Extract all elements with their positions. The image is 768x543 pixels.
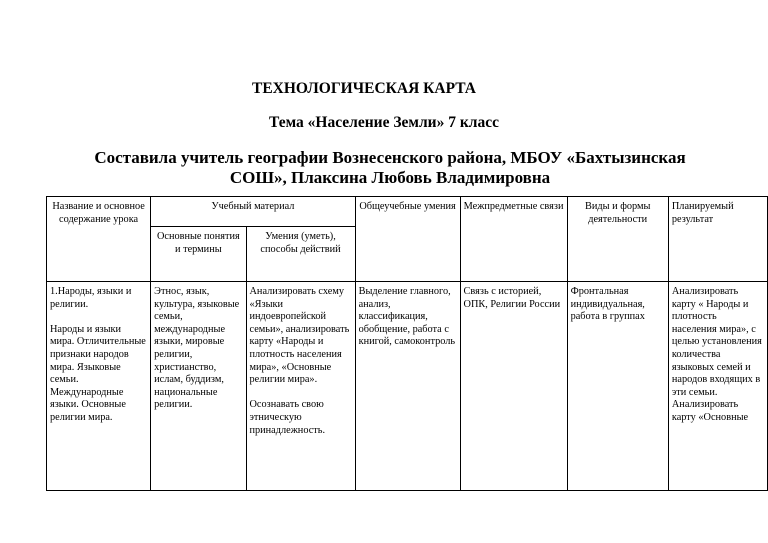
cell-interdisciplinary: Связь с историей, ОПК, Религии России bbox=[460, 282, 567, 491]
skills-analysis: Анализировать схему «Языки индоевропейской семьи», анализировать карту «Народы и плотность населения мира», «Основные религии мира». bbox=[249, 286, 350, 386]
header-lesson: Название и основное содержание урока bbox=[47, 197, 151, 282]
skills-awareness: Осознавать свою этническую принадлежность. bbox=[249, 399, 326, 436]
header-material: Учебный материал bbox=[151, 197, 355, 227]
lesson-content: Народы и языки мира. Отличительные признаки народов мира. Языковые семьи. Международные языки. Основные религии мира. bbox=[50, 323, 146, 423]
header-activity: Виды и формы деятельности bbox=[567, 197, 668, 282]
document-title: ТЕХНОЛОГИЧЕСКАЯ КАРТА bbox=[252, 80, 476, 97]
cell-result: Анализировать карту « Народы и плотность населения мира», с целью установления количества языковых семей и народов входящих в эти семьи. Анализировать карту «Основные bbox=[668, 282, 767, 491]
header-interdisciplinary: Межпредметные связи bbox=[460, 197, 567, 282]
header-concepts: Основные понятия и термины bbox=[151, 227, 246, 282]
lesson-title: 1.Народы, языки и религии. bbox=[50, 286, 132, 310]
cell-activity: Фронтальная индивидуальная, работа в группах bbox=[567, 282, 668, 491]
author-line-2: СОШ», Плаксина Любовь Владимировна bbox=[229, 168, 551, 187]
document-topic: Тема «Население Земли» 7 класс bbox=[268, 114, 500, 131]
author-line-1: Составила учитель географии Вознесенского района, МБОУ «Бахтызинская bbox=[94, 148, 686, 167]
cell-lesson bbox=[47, 282, 151, 491]
header-skills: Умения (уметь), способы действий bbox=[246, 227, 355, 282]
header-result: Планируемый результат bbox=[668, 197, 767, 282]
technology-map-table bbox=[46, 196, 768, 491]
cell-skills bbox=[246, 282, 355, 491]
table-row bbox=[47, 282, 768, 491]
cell-general-skills: Выделение главного, анализ, классификация, обобщение, работа с книгой, самоконтроль bbox=[355, 282, 460, 491]
cell-concepts: Этнос, язык, культура, языковые семьи, международные языки, мировые религии, христианство, ислам, буддизм, национальные религии. bbox=[151, 282, 246, 491]
document-author bbox=[40, 148, 740, 188]
header-general-skills: Общеучебные умения bbox=[355, 197, 460, 282]
